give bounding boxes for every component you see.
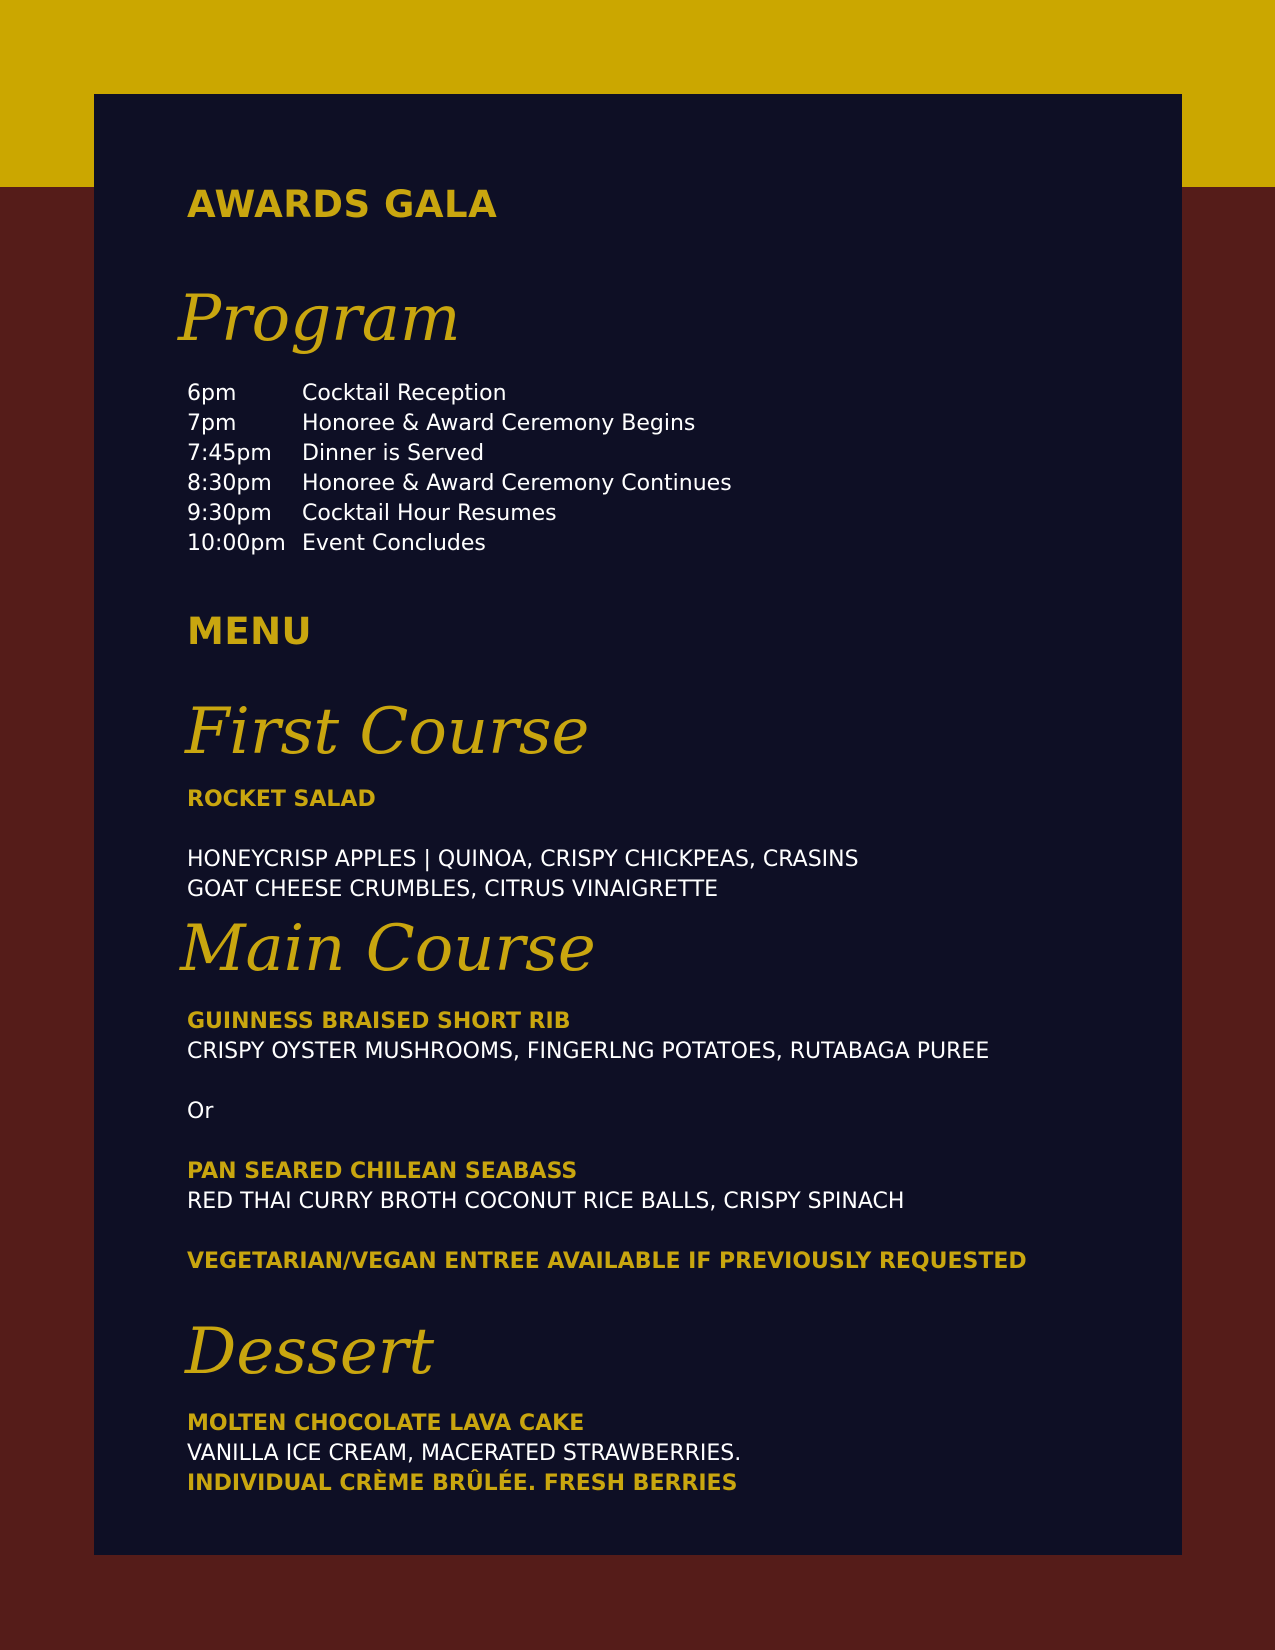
program-event: Honoree & Award Ceremony Begins (302, 411, 696, 436)
main-course-dish-1: GUINNESS BRAISED SHORT RIB (187, 1009, 571, 1034)
program-item (187, 529, 732, 559)
program-event: Honoree & Award Ceremony Continues (302, 471, 732, 496)
main-course-desc-1: CRISPY OYSTER MUSHROOMS, FINGERLNG POTATOES, RUTABAGA PUREE (187, 1039, 990, 1064)
program-heading: Program (178, 282, 461, 356)
program-event: Cocktail Hour Resumes (302, 501, 557, 526)
main-course-desc-2: RED THAI CURRY BROTH COCONUT RICE BALLS, CRISPY SPINACH (187, 1189, 905, 1214)
program-time: 7pm (187, 411, 237, 436)
program-time: 10:00pm (187, 531, 286, 556)
menu-title: MENU (187, 610, 313, 653)
program-event: Dinner is Served (302, 441, 485, 466)
main-course-or: Or (187, 1099, 214, 1124)
first-course-dish: ROCKET SALAD (187, 787, 376, 812)
program-item (187, 439, 732, 469)
program-list (187, 379, 732, 559)
page-title: AWARDS GALA (187, 183, 498, 226)
main-course-dish-2: PAN SEARED CHILEAN SEABASS (187, 1159, 578, 1184)
program-item (187, 379, 732, 409)
program-time: 6pm (187, 381, 237, 406)
first-course-heading: First Course (185, 695, 590, 769)
program-item (187, 499, 732, 529)
program-time: 7:45pm (187, 441, 272, 466)
dessert-desc-1: VANILLA ICE CREAM, MACERATED STRAWBERRIES. (187, 1441, 742, 1466)
main-course-heading: Main Course (180, 912, 596, 986)
program-item (187, 469, 732, 499)
vegetarian-note: VEGETARIAN/VEGAN ENTREE AVAILABLE IF PREVIOUSLY REQUESTED (187, 1249, 1027, 1274)
dessert-dish-2: INDIVIDUAL CRÈME BRÛLÉE. FRESH BERRIES (187, 1471, 738, 1496)
program-time: 9:30pm (187, 501, 272, 526)
dessert-dish-1: MOLTEN CHOCOLATE LAVA CAKE (187, 1411, 585, 1436)
first-course-desc-1: HONEYCRISP APPLES | QUINOA, CRISPY CHICKPEAS, CRASINS (187, 847, 859, 872)
dessert-heading: Dessert (185, 1315, 435, 1389)
first-course-desc-2: GOAT CHEESE CRUMBLES, CITRUS VINAIGRETTE (187, 877, 719, 902)
program-event: Event Concludes (302, 531, 486, 556)
program-time: 8:30pm (187, 471, 272, 496)
program-item (187, 409, 732, 439)
program-event: Cocktail Reception (302, 381, 507, 406)
